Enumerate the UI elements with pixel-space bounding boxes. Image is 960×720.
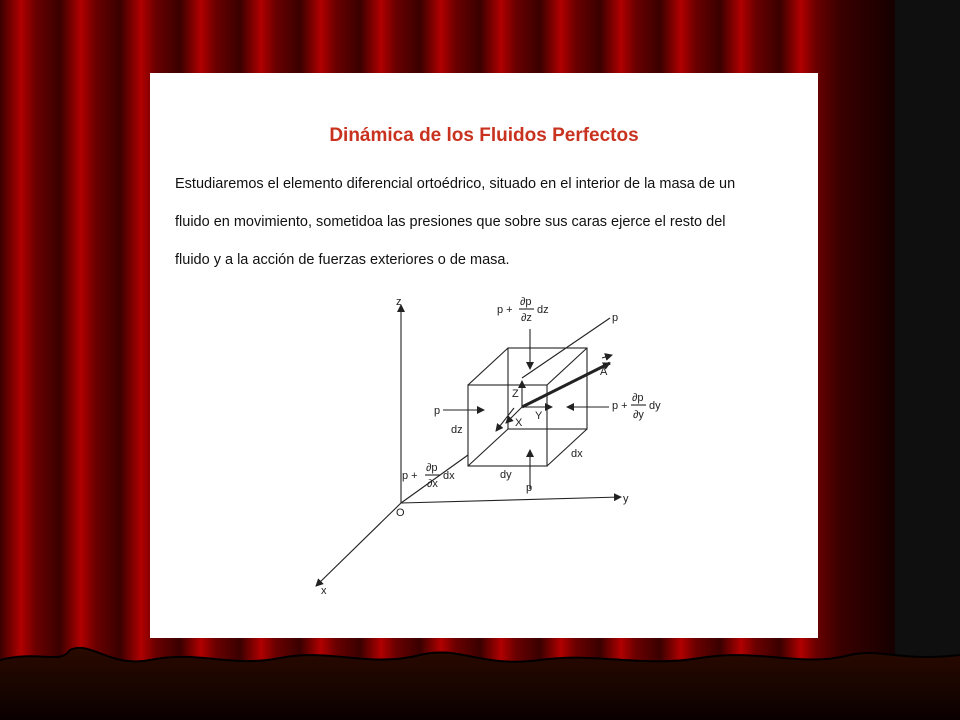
dimension-dy: dy [500, 469, 512, 481]
top-pressure-denominator: ∂z [521, 312, 532, 324]
front-pressure-arrow [496, 408, 514, 431]
front-pressure-numerator: ∂p [426, 462, 438, 474]
top-pressure-numerator: ∂p [520, 296, 532, 308]
force-x-label: X [515, 417, 523, 429]
paragraph-line: fluido en movimiento, sometidoa las presiones que sobre sus caras ejerce el resto del [175, 214, 726, 230]
fluid-element-diagram [150, 73, 818, 638]
top-pressure-p: p + [497, 304, 513, 316]
right-pressure-suffix: dy [649, 400, 661, 412]
front-pressure-p: p + [402, 470, 418, 482]
paragraph-line: fluido y a la acción de fuerzas exteriores o de masa. [175, 252, 510, 268]
vector-a-label: A [600, 366, 608, 378]
bottom-pressure-p: p [526, 482, 533, 494]
vector-a-overbar [602, 355, 612, 358]
axis-z-label: z [396, 296, 402, 308]
top-pressure-suffix: dz [537, 304, 549, 316]
force-y-label: Y [535, 410, 543, 422]
front-pressure-denominator: ∂x [427, 478, 438, 490]
paragraph-line: Estudiaremos el elemento diferencial ortoédrico, situado en el interior de la masa de un [175, 176, 736, 192]
axis-y-label: y [623, 493, 629, 505]
force-z-label: Z [512, 388, 519, 400]
right-pressure-numerator: ∂p [632, 392, 644, 404]
dimension-dz: dz [451, 424, 463, 436]
origin-label: O [396, 507, 405, 519]
left-pressure-p: p [434, 405, 441, 417]
dimension-dx: dx [571, 448, 583, 460]
diagonal-pressure-p: p [612, 312, 619, 324]
right-pressure-p: p + [612, 400, 628, 412]
front-pressure-suffix: dx [443, 470, 455, 482]
slide-title: Dinámica de los Fluidos Perfectos [329, 125, 639, 146]
y-axis [401, 497, 621, 503]
right-pressure-denominator: ∂y [633, 409, 644, 421]
axis-x-label: x [321, 585, 327, 597]
x-axis [316, 503, 401, 586]
